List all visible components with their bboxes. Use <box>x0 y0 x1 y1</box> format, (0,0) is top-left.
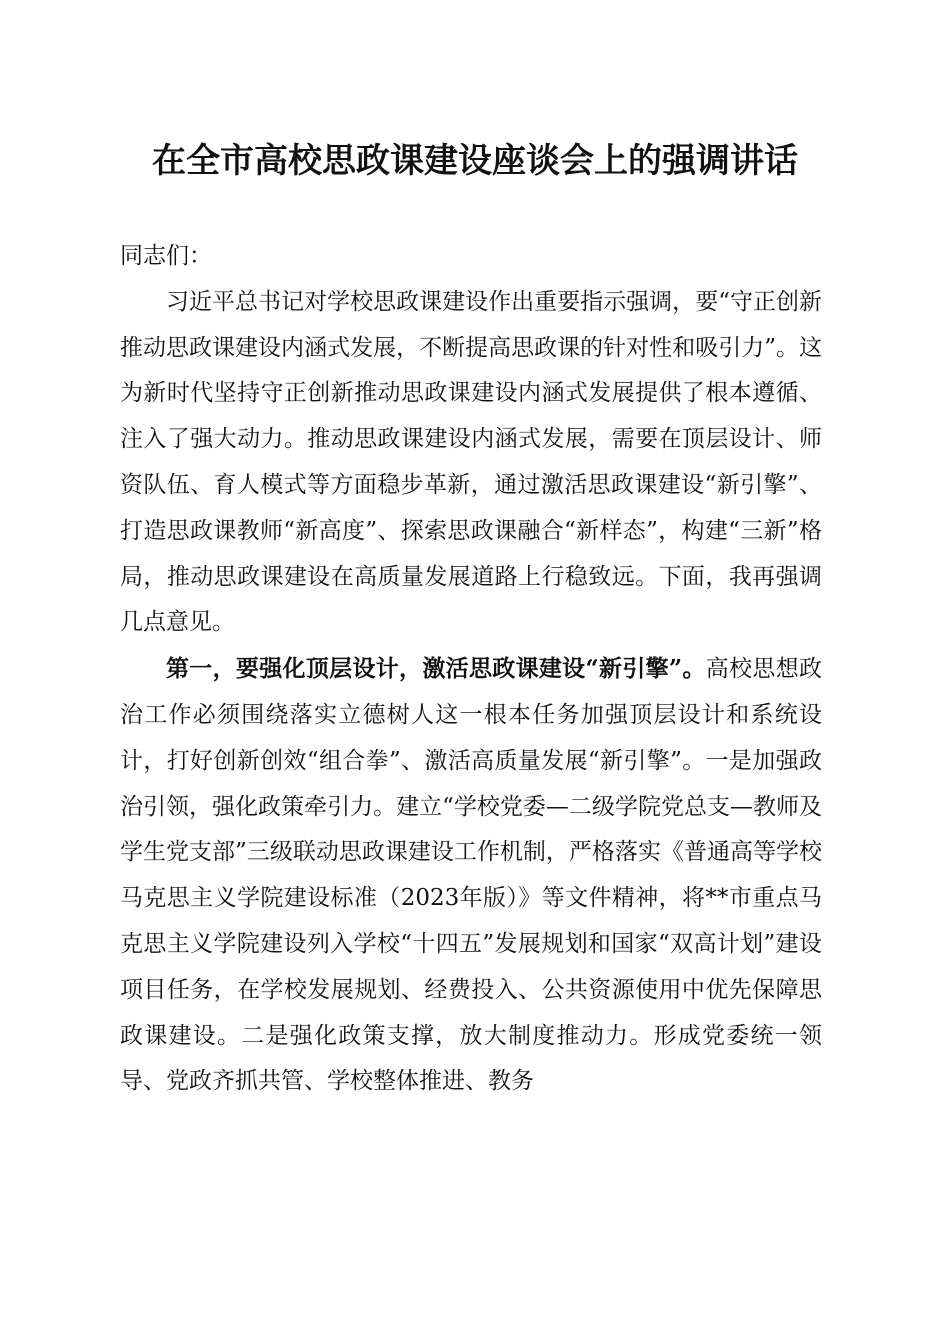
paragraph-intro: 习近平总书记对学校思政课建设作出重要指示强调，要“守正创新推动思政课建设内涵式发展，不断提高思政课的针对性和吸引力”。这为新时代坚持守正创新推动思政课建设内涵式发展提供了根本遵循、注入了强大动力。推动思政课建设内涵式发展，需要在顶层设计、师资队伍、育人模式等方面稳步革新，通过激活思政课建设“新引擎”、打造思政课教师“新高度”、探索思政课融合“新样态”，构建“三新”格局，推动思政课建设在高质量发展道路上行稳致远。下面，我再强调几点意见。 <box>120 288 822 636</box>
document-body <box>120 234 822 1105</box>
paragraph-first-point-heading: 第一，要强化顶层设计，激活思政课建设“新引擎”。 <box>166 655 706 683</box>
paragraph-first-point-body: 高校思想政治工作必须围绕落实立德树人这一根本任务加强顶层设计和系统设计，打好创新创效“组合拳”、激活高质量发展“新引擎”。一是加强政治引领，强化政策牵引力。建立“学校党委—二级学院党总支—教师及学生党支部”三级联动思政课建设工作机制，严格落实《普通高等学校马克思主义学院建设标准（2023年版）》等文件精神，将**市重点马克思主义学院建设列入学校“十四五”发展规划和国家“双高计划”建设项目任务，在学校发展规划、经费投入、公共资源使用中优先保障思政课建设。二是强化政策支撑，放大制度推动力。形成党委统一领导、党政齐抓共管、学校整体推进、教务 <box>120 656 822 1095</box>
document-title: 在全市高校思政课建设座谈会上的强调讲话 <box>152 141 798 181</box>
salutation: 同志们： <box>120 243 212 269</box>
paragraph-first-point <box>120 646 822 1105</box>
